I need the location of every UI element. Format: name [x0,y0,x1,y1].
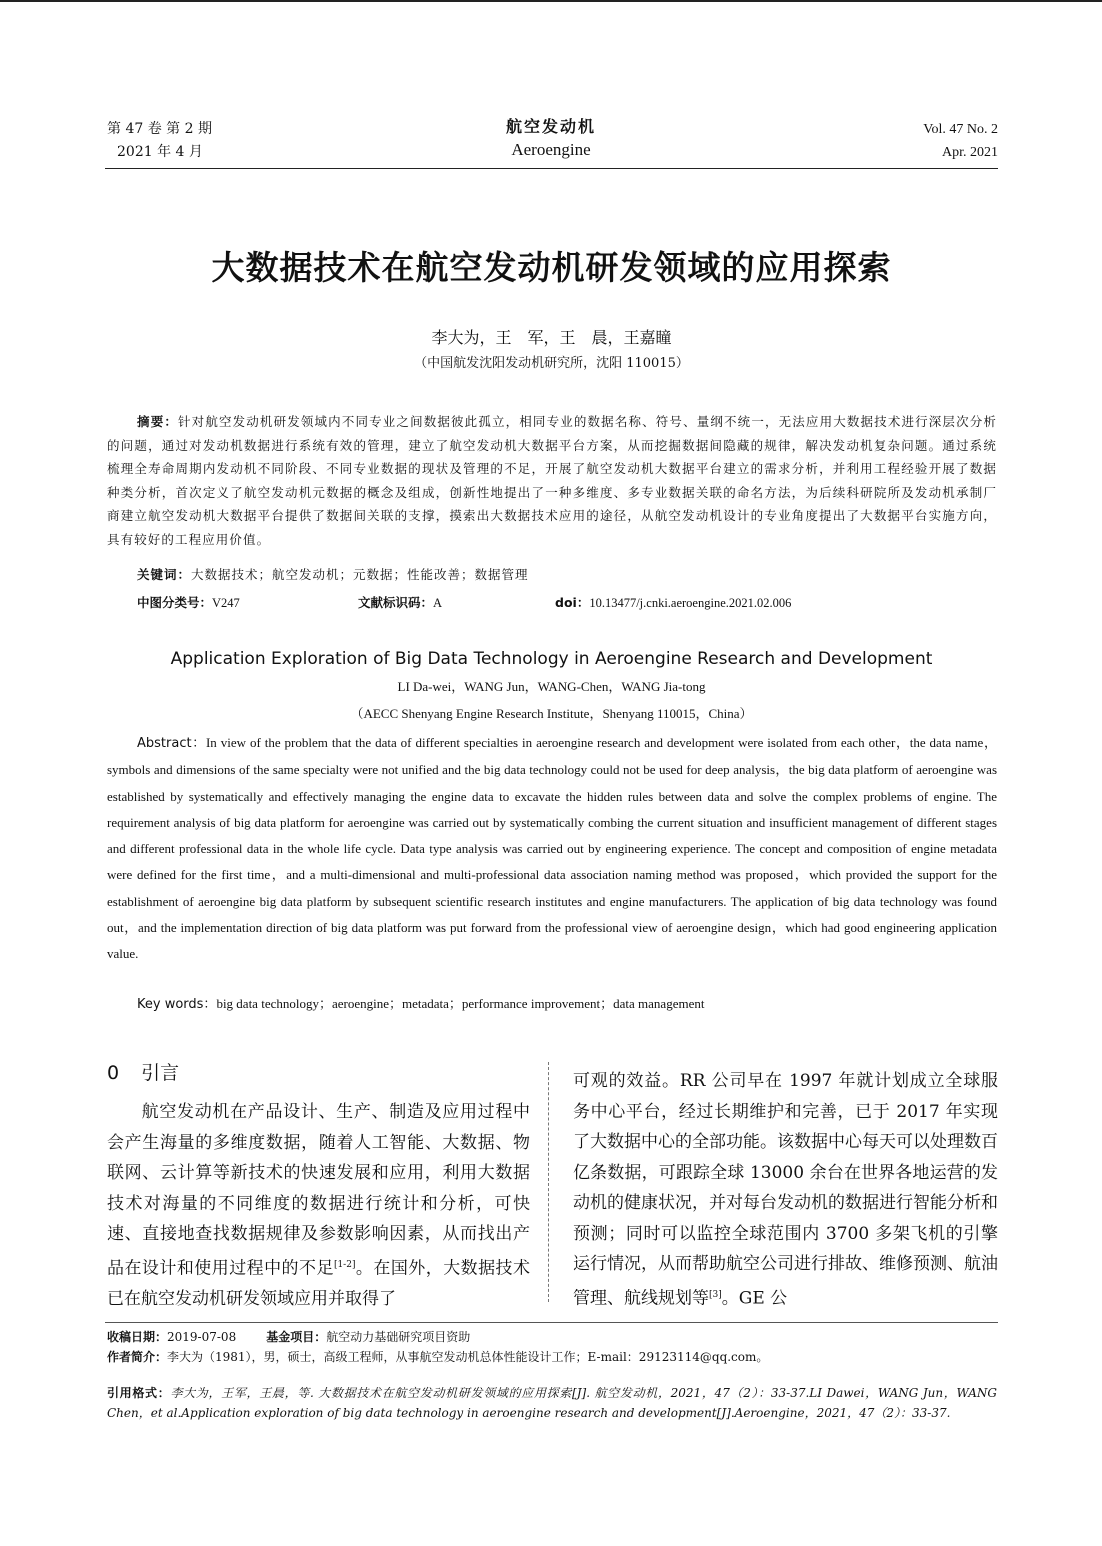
keywords-cn-label: 关键词： [137,567,192,582]
abstract-cn-text: 针对航空发动机研发领域内不同专业之间数据彼此孤立，相同专业的数据名称、符号、量纲不统一，无法应用大数据技术进行深层次分析的问题，通过对发动机数据进行系统有效的管理，建立了航空发动机大数据平台方案，从而挖掘数据间隐藏的规律，解决发动机复杂问题。通过系统梳理全寿命周期内发动机不同阶段、不同专业数据的现状及管理的不足，开展了航空发动机大数据平台建立的需求分析，并利用工程经验开展了数据种类分析，首次定义了航空发动机元数据的概念及组成，创新性地提出了一种多维度、多专业数据关联的命名方法，为后续科研院所及发动机承制厂商建立航空发动机大数据平台提供了数据间关联的支撑，摸索出大数据技术应用的途径，从航空发动机设计的专业角度提出了大数据平台实施方向，具有较好的工程应用价值。 [107,414,997,547]
body-left-text-cont: 。在国外，大数据技术已在航空发动机研发领域应用并取得了 [107,1258,531,1309]
footnote-rule [105,1322,998,1323]
affiliation: （中国航发沈阳发动机研究所，沈阳 110015） [414,356,689,371]
received-label: 收稿日期： [107,1330,168,1344]
fund-text: 航空动力基础研究项目资助 [326,1330,471,1344]
author-label: 作者简介： [107,1350,168,1364]
header-date: 2021 年 4 月 [117,144,203,160]
header-volume-en [923,118,998,164]
section-number: 0 [107,1062,120,1084]
paper-title: 大数据技术在航空发动机研发领域的应用探索 [211,248,892,287]
abstract-en-text: In view of the problem that the data of different specialties in aeroengine research and development were isolated from each other，the data name，symbols and dimensions of the same specialty were not unified and the big data technology could not be used for deep analysis，the big data platform of aeroengine was established by systematically and effectively managing the engine data to excavate the hidden rules between data and solve the complex problems of engine. The requirement analysis of big data platform for aeroengine was carried out by systematically combing the current situation and insufficient management of different stages and different professional data in the whole life cycle. Data type analysis was carried out by engineering experience. The concept and composition of engine metadata were defined for the first time，and a multi-dimensional and multi-professional data association naming method was proposed，which provided the support for the establishment of aeroengine big data platform by subsequent scientific research institutes and engine manufacturers. The application of big data technology was found out，and the implementation direction of big data platform was put forward from the professional view of aeroengine design，which had good engineering application value. [107,735,997,962]
classification [137,593,240,613]
footnote-received-fund [107,1327,470,1347]
header-rule [105,168,998,169]
citation-text: 李大为，王军，王晨，等. 大数据技术在航空发动机研发领域的应用探索[J]. 航空发动机，2021，47（2）：33-37.LI Dawei，WANG Jun，WANG Chen，et al.Application exploration of big data technology in aeroengine research and development[J].Aeroengine，2021，47（2）：33-37. [107,1386,997,1420]
body-left-text: 航空发动机在产品设计、生产、制造及应用过程中会产生海量的多维度数据，随着人工智能、大数据、物联网、云计算等新技术的快速发展和应用，利用大数据技术对海量的不同维度的数据进行统计和分析，可快速、直接地查找数据规律及参数影响因素，从而找出产品在设计和使用过程中的不足 [107,1102,530,1279]
keywords-en [137,994,704,1015]
paper-title-en: Application Exploration of Big Data Technology in Aeroengine Research and Development [170,649,933,669]
doi-label: doi： [555,595,590,610]
document-code-label: 文献标识码： [358,595,434,610]
document-code [358,593,442,613]
affiliation-en: （AECC Shenyang Engine Research Institute，Shenyang 110015，China） [350,706,753,721]
keywords-cn [137,565,529,585]
body-right-text-cont: 。GE 公 [721,1288,788,1309]
body-right-text: 可观的效益。RR 公司早在 1997 年就计划成立全球服务中心平台，经过长期维护和完善，已于 2017 年实现了大数据中心的全部功能。该数据中心每天可以处理数百亿条数据，可跟踪全球 13000 余台在世界各地运营的发动机的健康状况，并对每台发动机的数据进行智能分析和预测；同时可以监控全球范围内 3700 多架飞机的引擎运行情况，从而帮助航空公司进行排故、维修预测、航油管理、航线规划等 [573,1071,998,1309]
classification-label: 中图分类号： [137,595,213,610]
abstract-cn-label: 摘要： [137,414,179,429]
header-issue [107,118,212,164]
document-code-value: A [433,596,443,610]
section-heading [107,1060,179,1086]
doi-value: 10.13477/j.cnki.aeroengine.2021.02.006 [589,596,792,610]
body-column-left [107,1097,530,1314]
fund-label: 基金项目： [266,1330,327,1344]
top-border [0,0,1102,2]
received-date: 2019-07-08 [167,1330,237,1344]
footnote-author [107,1347,768,1367]
journal-name [380,116,722,162]
classification-value: V247 [212,596,240,610]
journal-name-en: Aeroengine [511,140,591,159]
journal-name-cn: 航空发动机 [505,117,596,136]
keywords-cn-text: 大数据技术；航空发动机；元数据；性能改善；数据管理 [191,567,529,582]
header-volume-no: Vol. 47 No. 2 [923,122,998,137]
abstract-en [107,730,997,968]
citation-label: 引用格式： [107,1386,171,1400]
authors-en: LI Da-wei，WANG Jun，WANG-Chen，WANG Jia-tong [397,679,706,694]
author-text: 李大为（1981），男，硕士，高级工程师，从事航空发动机总体性能设计工作；E-mail：29123114@qq.com。 [167,1350,769,1364]
column-divider [548,1062,549,1302]
section-title: 引言 [141,1062,180,1084]
citation [107,1383,997,1423]
header-volume: 第 47 卷 第 2 期 [107,121,212,137]
doi [555,593,791,613]
reference-mark: [3] [709,1289,722,1300]
abstract-en-label: Abstract： [137,736,206,751]
keywords-en-label: Key words： [137,997,217,1012]
keywords-en-text: big data technology；aeroengine；metadata；performance improvement；data management [216,996,705,1011]
body-column-right [573,1066,998,1314]
abstract-cn [107,410,997,551]
reference-mark: [1-2] [333,1259,356,1270]
authors: 李大为，王 军，王 晨，王嘉瞳 [431,328,672,347]
header-date-en: Apr. 2021 [942,145,998,160]
